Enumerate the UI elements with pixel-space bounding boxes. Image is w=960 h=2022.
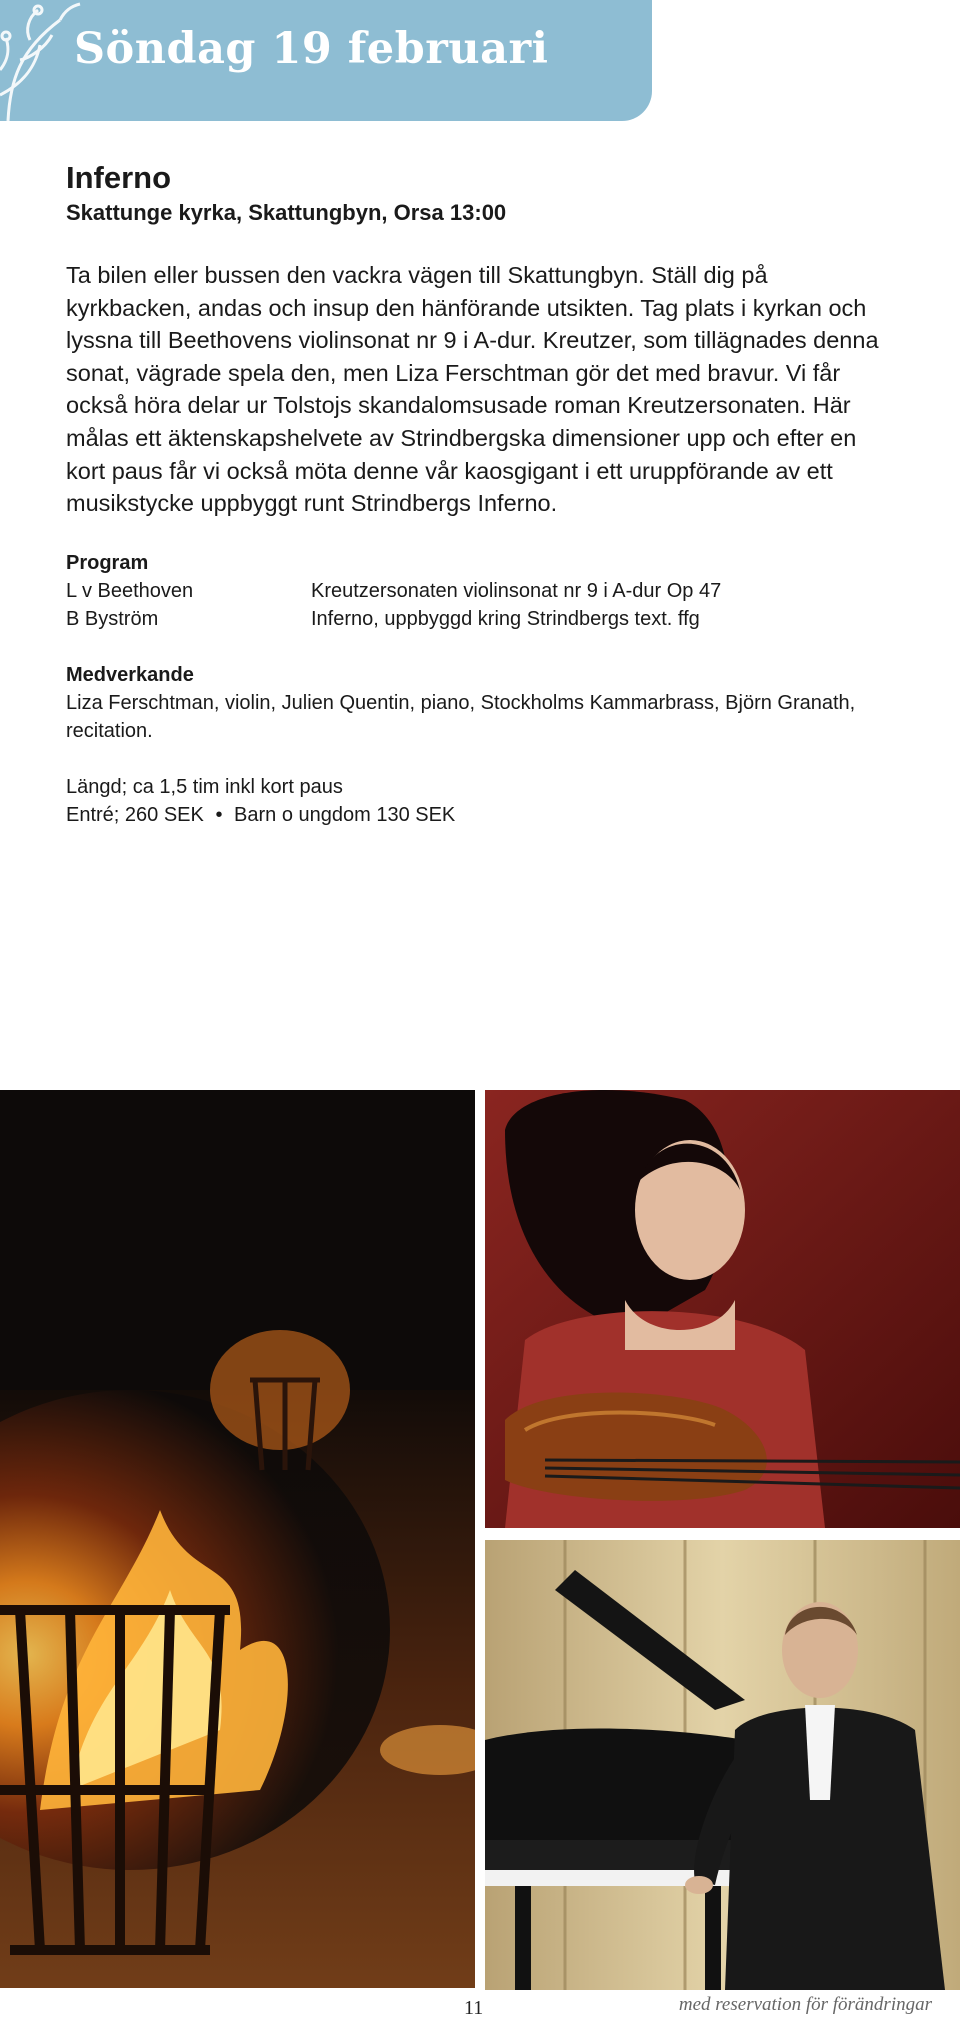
program-row <box>66 605 896 633</box>
entry-adult: Entré; 260 SEK <box>66 803 204 826</box>
performers-section <box>66 661 896 745</box>
event-description: Ta bilen eller bussen den vackra vägen till Skattungbyn. Ställ dig på kyrkbacken, andas och insup den hänförande utsikten. Tag plats i kyrkan och lyssna till Beethovens violinsonat nr 9 i A-dur. Kreutzer, som tillägnades denna sonat, vägrade spela den, men Liza Ferschtman gör det med bravur. Vi får också höra delar ur Tolstojs skandalomsusade roman Kreutzersonaten. Här målas ett äktenskapshelvete av Strindbergska dimensioner upp och efter en kort paus får vi också möta denne vår kaosgigant i ett uruppförande av ett musikstycke uppbyggt runt Strindbergs Inferno. <box>66 262 879 517</box>
program-composer: L v Beethoven <box>66 579 194 602</box>
program-heading: Program <box>66 551 149 574</box>
reservation-note: med reservation för förändringar <box>678 1994 932 2015</box>
program-row <box>66 577 896 605</box>
date-title: Söndag 19 februari <box>74 24 549 74</box>
bullet-separator: • <box>215 803 223 826</box>
event-content <box>66 158 896 829</box>
program-work: Inferno, uppbyggd kring Strindbergs text. ffg <box>311 607 700 630</box>
entry-text <box>66 801 896 829</box>
pianist-photo <box>485 1540 960 1990</box>
performers-heading: Medverkande <box>66 663 194 686</box>
program-composer: B Byström <box>66 607 159 630</box>
fire-basket-photo <box>0 1090 475 1988</box>
performers-text: Liza Ferschtman, violin, Julien Quentin, piano, Stockholms Kammarbrass, Björn Granath, recitation. <box>66 691 856 742</box>
violinist-photo <box>485 1090 960 1528</box>
program-work: Kreutzersonaten violinsonat nr 9 i A-dur Op 47 <box>311 579 722 602</box>
event-title: Inferno <box>66 160 172 195</box>
page-number: 11 <box>464 1997 484 2019</box>
practical-info <box>66 773 896 829</box>
program-section <box>66 549 896 633</box>
duration-text: Längd; ca 1,5 tim inkl kort paus <box>66 775 343 798</box>
entry-youth: Barn o ungdom 130 SEK <box>234 803 456 826</box>
event-venue-time: Skattunge kyrka, Skattungbyn, Orsa 13:00 <box>66 200 507 225</box>
header-band <box>0 0 652 121</box>
